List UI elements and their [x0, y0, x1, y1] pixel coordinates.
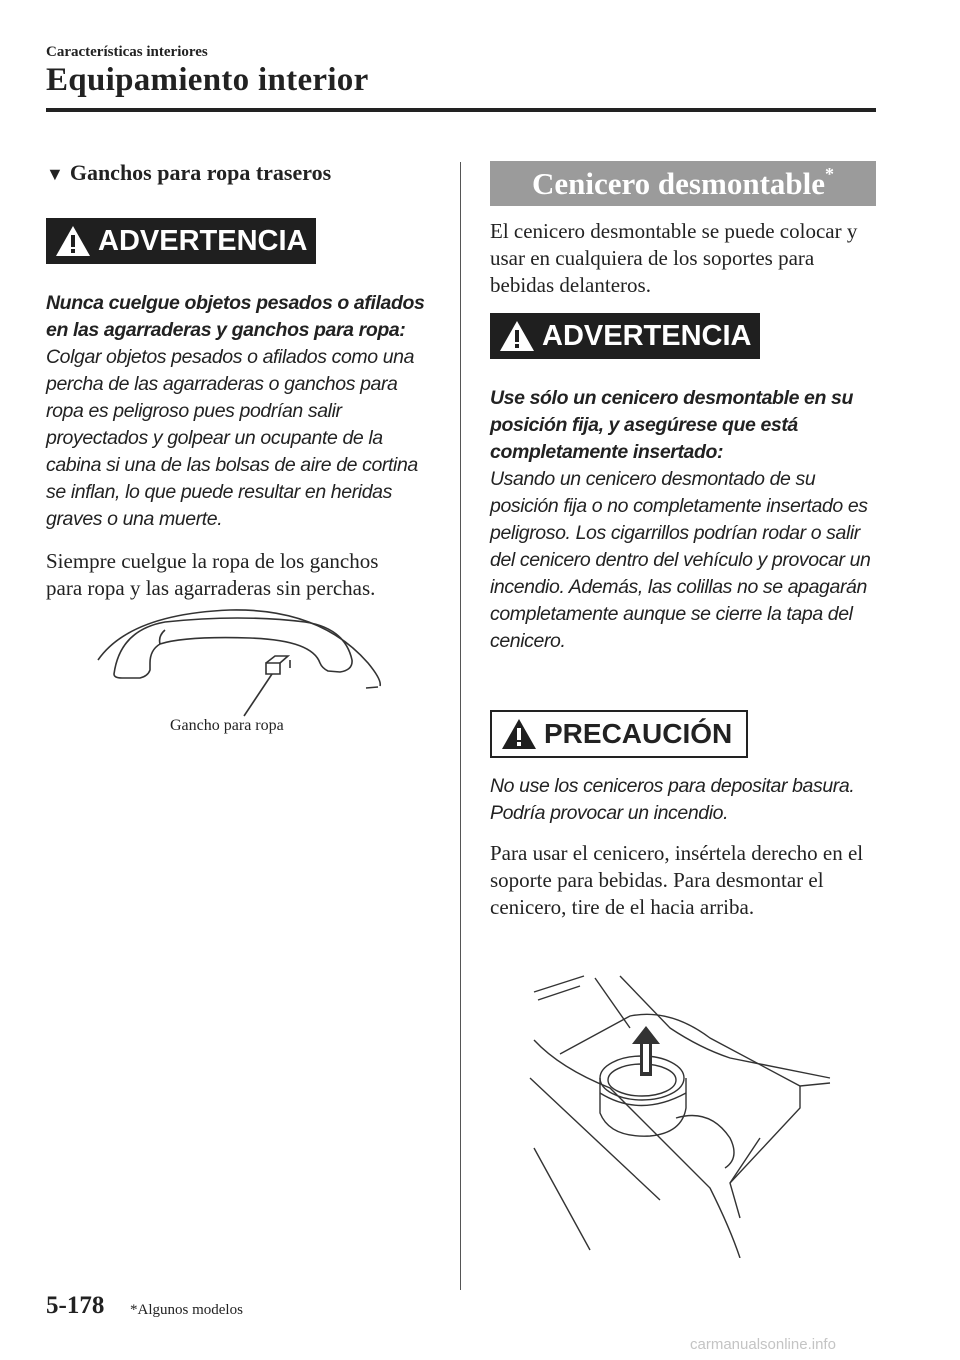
section-banner: [490, 161, 876, 206]
banner-asterisk: *: [825, 164, 835, 184]
warning-label-box-2: [490, 313, 760, 359]
watermark: carmanualsonline.info: [690, 1336, 836, 1353]
section-marker-icon: ▼: [46, 164, 64, 184]
warning-bold-text: Nunca cuelgue objetos pesados o afilados en las agarraderas y ganchos para ropa:: [46, 292, 425, 341]
warning-triangle-icon: [54, 224, 92, 258]
warning-bold-text-2: Use sólo un cenicero desmontable en su posición fija, y asegúrese que está completamente insertado:: [490, 387, 853, 463]
caution-text: No use los ceniceros para depositar basura. Podría provocar un incendio.: [490, 775, 855, 824]
warning-content-2: [490, 385, 875, 655]
warning-body-text: Colgar objetos pesados o afilados como una percha de las agarraderas o ganchos para ropa es peligroso pues podrían salir proyectados y golpear un ocupante de la cabina si una de las bolsas de aire de cortina se inflan, lo que puede resultar en heridas graves o una muerte.: [46, 346, 418, 530]
page-number: 5-178: [46, 1292, 105, 1319]
warning-triangle-icon: [500, 717, 538, 751]
warning-triangle-icon: [498, 319, 536, 353]
subsection-heading: [46, 160, 331, 186]
footnote: *Algunos modelos: [130, 1302, 243, 1318]
warning-body-text-2: Usando un cenicero desmontado de su posición fija o no completamente insertado es peligroso. Los cigarrillos podrían rodar o salir del cenicero dentro del vehículo y provocar un incendio. Además, las colillas no se apagarán completamente aunque se cierre la tapa del cenicero.: [490, 468, 871, 652]
header-rule: [46, 108, 876, 112]
subsection-heading-text: Ganchos para ropa traseros: [69, 160, 332, 185]
banner-title: Cenicero desmontable: [531, 166, 826, 201]
warning-content: [46, 290, 431, 533]
ashtray-figure: [500, 968, 845, 1258]
body-paragraph: Siempre cuelgue la ropa de los ganchos para ropa y las agarraderas sin perchas.: [46, 549, 379, 600]
warning-label-2: ADVERTENCIA: [542, 319, 752, 352]
caution-label-box: [490, 710, 748, 758]
column-divider: [460, 162, 461, 1290]
caution-label: PRECAUCIÓN: [544, 718, 733, 749]
grab-handle-figure: [90, 608, 390, 723]
figure-caption: Gancho para ropa: [170, 717, 284, 734]
chapter-label: Características interiores: [46, 44, 208, 60]
intro-paragraph: El cenicero desmontable se puede colocar y usar en cualquiera de los soportes para bebidas delanteros.: [490, 219, 858, 297]
warning-label-box: [46, 218, 316, 264]
page-title: Equipamiento interior: [46, 62, 369, 98]
instructions-paragraph: Para usar el cenicero, insértela derecho en el soporte para bebidas. Para desmontar el cenicero, tire de el hacia arriba.: [490, 841, 864, 919]
warning-label: ADVERTENCIA: [98, 224, 308, 257]
